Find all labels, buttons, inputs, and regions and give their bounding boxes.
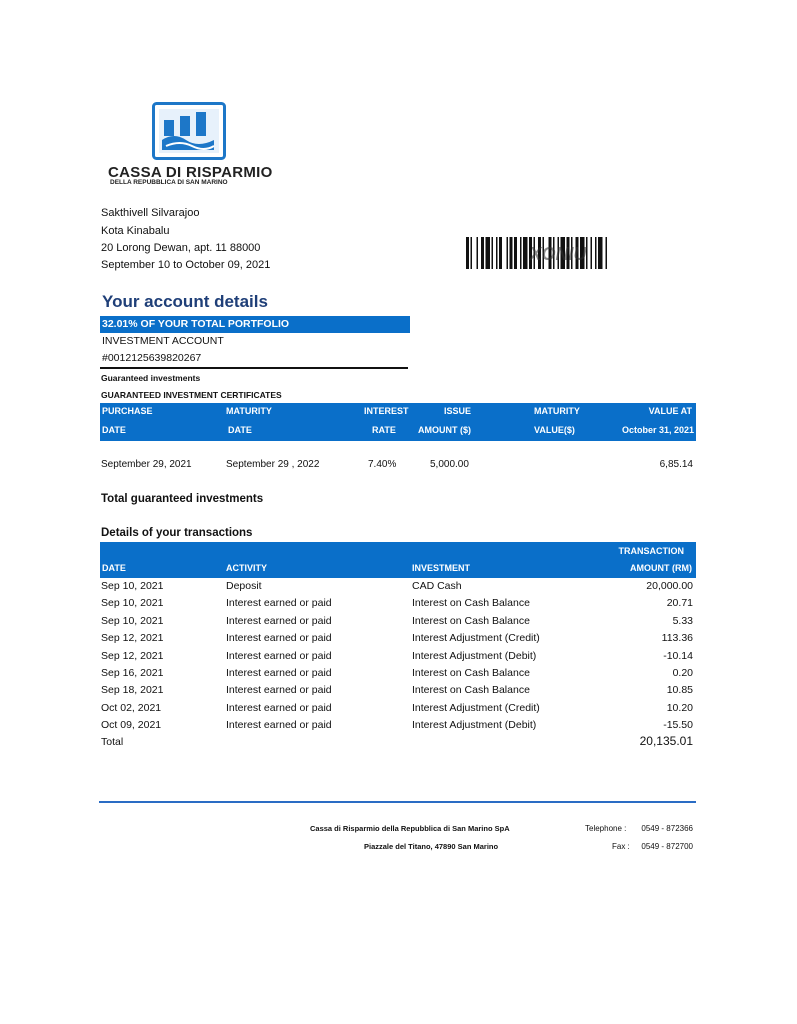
barcode-bar [520,237,522,269]
tx-date: Sep 16, 2021 [101,667,164,679]
portfolio-banner: 32.01% OF YOUR TOTAL PORTFOLIO [100,316,410,333]
barcode-bar [481,237,484,269]
tx-amount: 0.20 [672,667,693,679]
bank-name: CASSA DI RISPARMIO [108,164,273,181]
col-maturity-date: DATE [228,425,252,435]
col-amount-1: TRANSACTION [618,546,684,556]
barcode-text: XONIU [529,244,587,264]
inv-issue-amount: 5,000.00 [430,459,469,470]
tx-amount: 10.85 [666,684,693,697]
tx-investment: Interest on Cash Balance [412,597,530,610]
inv-rate: 7.40% [368,459,397,470]
bank-subtitle: DELLA REPUBBLICA DI SAN MARINO [110,179,228,186]
customer-city: Kota Kinabalu [101,225,170,237]
tx-date: Sep 10, 2021 [101,580,164,592]
barcode [466,237,650,269]
tx-activity: Interest earned or paid [226,649,332,662]
barcode-bar [499,237,502,269]
col-date: DATE [102,563,126,573]
customer-address: 20 Lorong Dewan, apt. 11 88000 [101,242,261,254]
barcode-bar [507,237,509,269]
account-type: INVESTMENT ACCOUNT [102,335,224,347]
tx-date: Sep 12, 2021 [101,649,164,662]
col-value-at: VALUE AT [648,406,692,416]
barcode-bar [523,237,528,269]
barcode-bar [496,237,498,269]
tx-date: Sep 18, 2021 [101,684,164,697]
barcode-bar [466,237,469,269]
tx-amount: 113.36 [661,632,693,645]
footer-fax: 0549 - 872700 [641,842,693,851]
tx-investment: CAD Cash [412,580,462,592]
footer-line1: Cassa di Risparmio della Repubblica di San Marino SpA [310,824,510,833]
account-number: #0012125639820267 [102,352,202,364]
tx-activity: Interest earned or paid [226,632,332,645]
inv-maturity-date: September 29 , 2022 [226,459,320,470]
table-row [0,702,797,719]
transactions-title: Details of your transactions [101,527,253,539]
col-value-date: October 31, 2021 [621,425,694,435]
section-label: Guaranteed investments [101,373,201,383]
barcode-bar [492,237,494,269]
table-row [0,632,797,649]
tx-investment: Interest on Cash Balance [412,614,530,627]
barcode-bar [591,237,593,269]
table-row [0,615,797,632]
statement-period: September 10 to October 09, 2021 [101,259,271,271]
barcode-bar [598,237,603,269]
barcode-bar [514,237,517,269]
tx-investment: Interest Adjustment (Debit) [412,719,537,732]
col-purchase-date: DATE [102,425,126,435]
col-interest: INTEREST [364,406,409,416]
tx-amount: 20,000.00 [646,580,693,592]
tx-activity: Deposit [226,580,262,592]
barcode-bar [595,237,597,269]
tx-date: Oct 02, 2021 [101,701,162,714]
inv-value: 6,85.14 [659,459,693,470]
tx-activity: Interest earned or paid [226,684,332,697]
investments-header [100,403,696,441]
col-purchase: PURCHASE [102,406,153,416]
col-maturity2: MATURITY [534,406,580,416]
col-amount-2: AMOUNT (RM) [630,563,692,573]
footer-fax-label: Fax : [612,842,630,851]
tx-investment: Interest on Cash Balance [412,684,530,697]
table-row [0,650,797,667]
tx-date: Sep 10, 2021 [101,597,164,610]
tx-date: Sep 10, 2021 [101,614,164,627]
inv-purchase-date: September 29, 2021 [101,459,192,470]
col-investment: INVESTMENT [412,563,471,573]
col-maturity-value: VALUE($) [534,425,575,435]
tx-activity: Interest earned or paid [226,667,332,679]
col-activity: ACTIVITY [226,563,268,573]
table-row [0,597,797,614]
transactions-total-label: Total [101,736,124,748]
table-row [0,684,797,701]
footer-phone-label: Telephone : [585,824,627,833]
barcode-bar [471,237,473,269]
table-row [0,580,797,597]
transactions-total-value: 20,135.01 [639,734,693,748]
footer-line2: Piazzale del Titano, 47890 San Marino [364,842,499,851]
tx-activity: Interest earned or paid [226,701,332,714]
footer-divider [99,801,696,803]
tx-activity: Interest earned or paid [226,719,332,732]
transactions-header [100,542,696,578]
col-issue-amount: AMOUNT ($) [418,425,471,435]
barcode-bar [606,237,608,269]
tx-investment: Interest Adjustment (Debit) [412,649,537,662]
footer-phone: 0549 - 872366 [641,824,693,833]
barcode-bar [486,237,491,269]
total-guaranteed-label: Total guaranteed investments [101,493,264,505]
tx-amount: 20.71 [666,597,693,610]
bank-logo-icon [152,102,226,160]
tx-amount: 5.33 [672,614,693,627]
barcode-bar [510,237,513,269]
subsection-label: GUARANTEED INVESTMENT CERTIFICATES [101,390,282,400]
tx-activity: Interest earned or paid [226,614,332,627]
barcode-bar [477,237,479,269]
tx-date: Sep 12, 2021 [101,632,164,645]
tx-amount: -10.14 [663,649,693,662]
tx-investment: Interest Adjustment (Credit) [412,632,540,645]
tx-amount: -15.50 [663,719,693,732]
tx-activity: Interest earned or paid [226,597,332,610]
account-title: Your account details [102,292,268,311]
tx-amount: 10.20 [666,701,693,714]
col-maturity: MATURITY [226,406,272,416]
account-divider [100,367,408,369]
col-rate: RATE [372,425,396,435]
tx-investment: Interest on Cash Balance [412,667,530,679]
tx-investment: Interest Adjustment (Credit) [412,701,540,714]
col-issue: ISSUE [444,406,472,416]
table-row [0,667,797,684]
customer-name: Sakthivell Silvarajoo [101,207,200,219]
tx-date: Oct 09, 2021 [101,719,162,732]
